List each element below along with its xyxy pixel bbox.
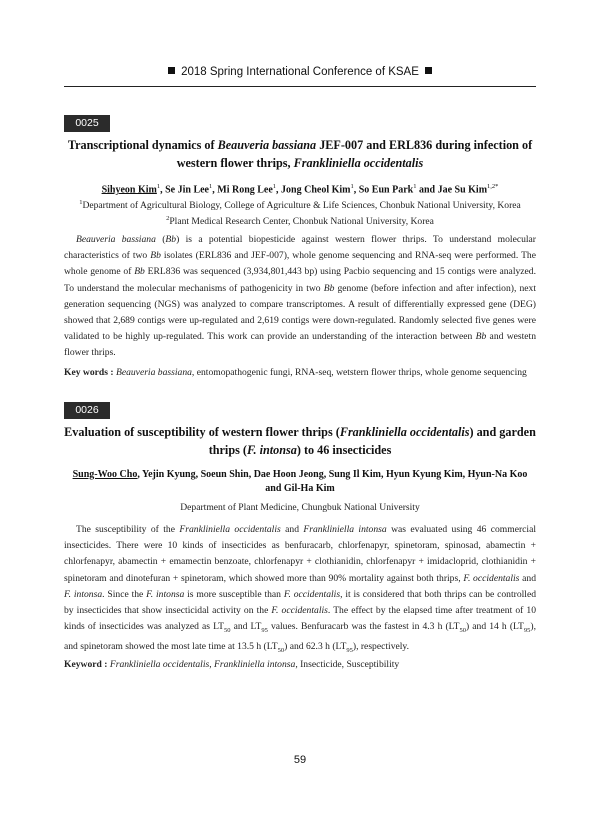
author-name: Dae Hoon Jeong [253,469,324,480]
affiliation-line: Department of Plant Medicine, Chungbuk National University [180,502,420,513]
italic-text: Beauveria bassiana [115,367,192,378]
abstract-title [64,423,536,459]
subscript-text: 95 [261,627,268,635]
author-name: Jae Su Kim [437,184,488,196]
header-rule [64,86,536,87]
italic-text: F. occidentalis [463,572,520,584]
page-number: 59 [293,754,307,766]
text-run: , Insecticide, Susceptibility [295,659,400,670]
text-run: and LT [230,621,262,633]
abstract-title [64,136,536,172]
author-list: Sihyeon Kim$^1$, Se Jin Lee$^1$, Mi Rong Lee$^1$, Jong Cheol Kim$^1$, So Eun Park$^1$ and Jae Su Kim$^{1,2*}$ [101,183,499,196]
text-run: was evaluated using 46 commercial insecticides. There were 10 kinds of insecticides as benfuracarb, chlorfenapyr, spinetoram, spinosad, abamectin + chlorfenapyr, abamectin + emamectin benzoate, chlorfenapyr + clothianidin, chlorfenapyr + imidacloprid, clothianidin + spinetoram and dinotefuran + spinetoram, which showed more than 90% mortality against both thrips, [64,524,536,584]
affiliation-list [64,501,536,514]
text-run: and [280,524,304,535]
text-run: ), and spinetoram showed the most late time at 13.5 h (LT [64,621,536,653]
text-run: ), respectively. [352,641,409,653]
text-run: The susceptibility of the [76,524,180,535]
text-run: , it is considered that both thrips can be controlled by insecticides that show insecticidal activity on the [64,588,537,617]
subscript-text: 50 [277,647,285,655]
abstract-number-badge: 0026 [64,402,110,419]
italic-text: Bb [134,266,145,278]
subscript-text: 50 [223,627,231,635]
italic-text: Frankliniella occidentalis [339,425,470,439]
text-run: , [209,659,215,670]
author-name: Soeun Shin [200,469,249,480]
italic-text: F. intonsa [146,588,185,600]
author-affiliation-mark: 1 [272,183,277,190]
text-run: , entomopathogenic fungi, RNA-seq, wetstern flower thrips, whole genome sequencing [191,367,527,378]
author-name: Sung Il Kim [328,469,381,480]
author-name: Se Jin Lee [165,184,209,196]
square-bullet-icon [168,67,175,74]
text-run: Evaluation of susceptibility of western flower thrips ( [64,425,340,439]
author-name: Sihyeon Kim [101,184,157,196]
affiliation-line: $^2$Plant Medical Research Center, Chonbuk National University, Korea [166,215,434,228]
text-run: genome (before infection and after infection), next generation sequencing (NGS) was analyzed to compare transcriptomes. A result of differentially expressed gene (DEG) showed that 2,689 contigs were up-regulated and 2,619 contigs were down-regulated. Randomly selected five genes were validated to be highly up-regulated. This work can provide an understanding of the interaction between [64,282,536,343]
italic-text: Bb [475,331,487,343]
keywords-label: Keyword : [64,659,108,670]
running-header [64,66,536,78]
text-run: ( [155,234,166,245]
text-run: and [519,572,536,584]
text-run: Transcriptional dynamics of [67,138,218,152]
abstract-number-badge: 0025 [64,115,110,132]
abstract-body [64,232,536,362]
text-run: ) is a potential biopesticide against western flower thrips. To understand molecular characteristics of two [64,234,536,262]
author-affiliation-mark: 1 [156,183,161,190]
author-affiliation-mark: 1 [413,183,417,190]
italic-text: F. occidentalis [283,588,341,600]
text-run: ) and 14 h (LT [466,621,524,633]
text-run: ) and 62.3 h (LT [284,641,347,653]
italic-text: F. intonsa [64,588,103,600]
italic-text: F. occidentalis [271,605,328,617]
affiliation-mark: 2 [166,215,170,223]
square-bullet-icon [425,67,432,74]
keywords-line [64,658,536,672]
author-list: Sung-Woo Cho, Yejin Kyung, Soeun Shin, Dae Hoon Jeong, Sung Il Kim, Hyun Kyung Kim, Hyun-Na Koo and Gil-Ha Kim [72,469,528,494]
affiliation-mark: 1 [79,199,83,206]
conference-name: 2018 Spring International Conference of KSAE [181,66,419,78]
author-name: Yejin Kyung [141,469,196,480]
subscript-text: 95 [346,647,353,655]
keywords-line [64,366,536,380]
author-name: So Eun Park [358,184,414,196]
italic-text: Frankliniella occidentalis [293,156,424,170]
italic-text: Frankliniella occidentalis [179,524,281,535]
author-name: Sung-Woo Cho [72,469,138,480]
italic-text: F. intonsa [246,443,297,457]
italic-text: Frankliniella intonsa [214,659,296,670]
keywords-label: Key words : [64,367,114,378]
text-run: . The effect by the elapsed time after treatment of 10 kinds of insecticides was analyzed as LT [64,605,537,633]
italic-text: Beauveria bassiana [217,138,317,152]
abstract-body [64,522,536,659]
subscript-text: 95 [523,627,531,635]
author-name: Hyun-Na Koo [467,469,528,480]
keywords-text [107,659,399,670]
text-run: values. Benfuracarb was the fastest in 4.3 h (LT [267,621,460,633]
text-run: ) to 46 insecticides [296,443,392,457]
author-name: Gil-Ha Kim [283,483,335,494]
author-name: Hyun Kyung Kim [385,469,463,480]
author-name: Mi Rong Lee [217,184,273,196]
italic-text: Frankliniella intonsa [303,524,387,535]
author-affiliation-mark: 1 [209,183,213,190]
author-name: Jong Cheol Kim [281,184,351,196]
affiliation-list [64,196,536,228]
text-run: ERL836 was sequenced (3,934,801,443 bp) using Pacbio sequencing and 15 contigs were analyzed. To understand the molecular mechanisms of pathogenicity in two [64,266,536,294]
italic-text: Bb [323,282,335,294]
text-run: ) and garden thrips ( [208,425,536,457]
italic-text: Frankliniella occidentalis [109,659,210,670]
author-affiliation-mark: 1,2* [487,183,499,190]
text-run: isolates (ERL836 and JEF-007), whole genome sequencing and RNA-seq were performed. The whole genome of [64,250,536,278]
text-run: . Since the [102,588,147,600]
subscript-text: 50 [459,627,466,635]
italic-text: Bb [165,234,177,245]
italic-text: Bb [150,250,161,262]
text-run: JEF-007 and ERL836 during infection of western flower thrips, [176,138,533,170]
affiliation-line: $^1$Department of Agricultural Biology, College of Agriculture & Life Sciences, Chonbuk National University, Korea [79,199,521,212]
author-affiliation-mark: 1 [350,183,354,190]
text-run: and westetn flower thrips. [64,331,536,359]
text-run: is more susceptible than [184,588,284,600]
italic-text: Beauveria bassiana [76,234,156,245]
keywords-text [114,367,527,378]
